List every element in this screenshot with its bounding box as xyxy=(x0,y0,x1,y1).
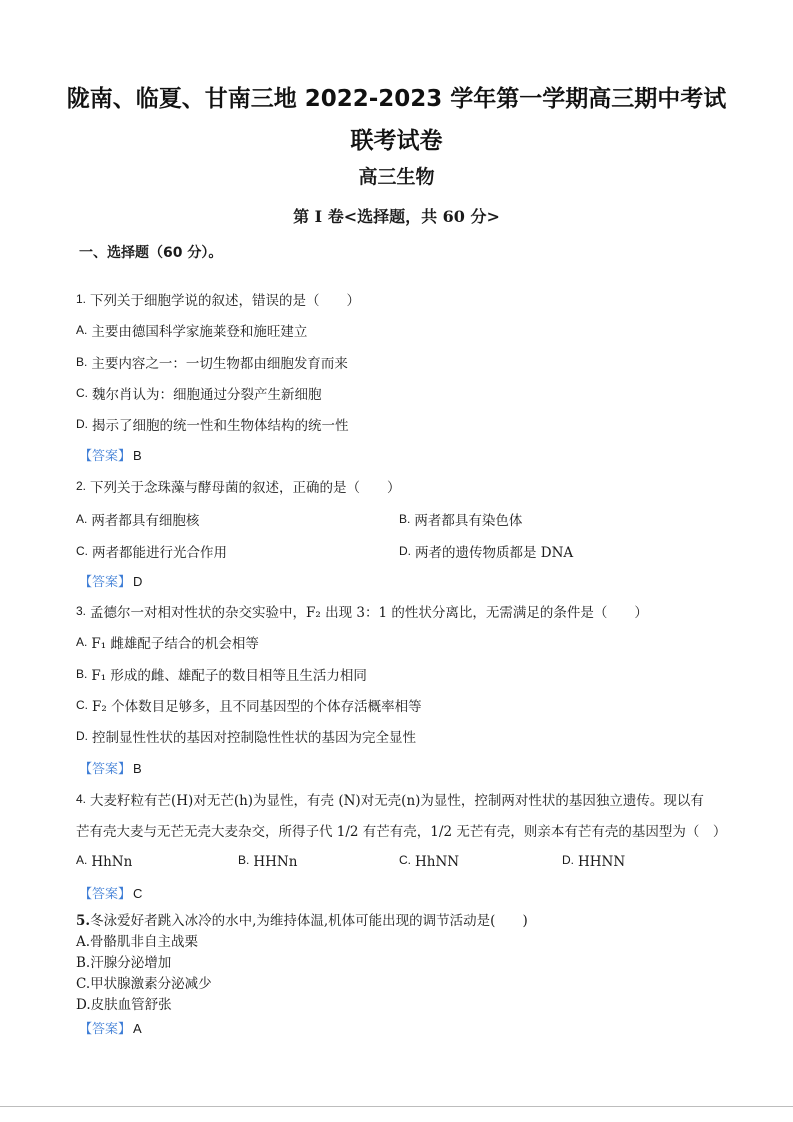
q3-option-a xyxy=(76,632,259,652)
option-text: 皮肤血管舒张 xyxy=(90,997,172,1013)
option-text: 骨骼肌非自主战栗 xyxy=(90,934,199,950)
option-text: 两者的遗传物质都是 DNA xyxy=(415,545,574,561)
question-number: 3. xyxy=(76,604,87,618)
question-text-line1: 大麦籽粒有芒(H)对无芒(h)为显性，有壳 (N)对无壳(n)为显性，控制两对性状的基因独立遗传。现以有 xyxy=(90,793,704,809)
option-label: C. xyxy=(76,698,88,712)
option-text: F₂ 个体数目足够多，且不同基因型的个体存活概率相等 xyxy=(92,699,422,715)
q1-option-c xyxy=(76,383,322,403)
question-number: 2. xyxy=(76,479,87,493)
option-text: 揭示了细胞的统一性和生物体结构的统一性 xyxy=(92,418,349,434)
q3-option-d xyxy=(76,726,416,746)
q4-option-b xyxy=(238,853,297,870)
option-label: B. xyxy=(76,355,88,369)
question-text: 孟德尔一对相对性状的杂交实验中，F₂ 出现 3：1 的性状分离比，无需满足的条件是（ ） xyxy=(90,605,648,621)
option-label: B. xyxy=(399,512,411,526)
page-bottom-divider xyxy=(0,1106,793,1107)
option-label: B. xyxy=(76,667,88,681)
option-label: A. xyxy=(76,635,88,649)
q4-option-d xyxy=(562,853,625,870)
answer-tag: 【答案】 xyxy=(79,449,132,464)
answer-value: C xyxy=(133,886,143,901)
q3-option-b xyxy=(76,664,367,684)
option-text: F₁ 形成的雌、雄配子的数目相等且生活力相同 xyxy=(91,668,367,684)
option-label: D. xyxy=(76,729,88,743)
q5-option-d xyxy=(76,993,172,1013)
option-label: D. xyxy=(76,417,88,431)
q5-option-a xyxy=(76,930,198,950)
q1-option-d xyxy=(76,414,349,434)
q5-answer xyxy=(79,1018,142,1037)
option-text: 甲状腺激素分泌减少 xyxy=(90,976,212,992)
q1-option-b xyxy=(76,352,348,372)
option-text: 魏尔肖认为：细胞通过分裂产生新细胞 xyxy=(92,387,322,403)
option-text: F₁ 雌雄配子结合的机会相等 xyxy=(91,636,259,652)
q2-answer xyxy=(79,571,142,590)
question-number: 5. xyxy=(76,913,91,929)
option-label: A. xyxy=(76,512,88,526)
option-text: 汗腺分泌增加 xyxy=(90,955,172,971)
q3-option-c xyxy=(76,695,422,715)
question-text: 下列关于细胞学说的叙述，错误的是（ ） xyxy=(90,293,361,309)
exam-title-line1: 陇南、临夏、甘南三地 2022-2023 学年第一学期高三期中考试 xyxy=(66,86,727,112)
q4-option-c xyxy=(399,853,459,870)
q2-option-c xyxy=(76,541,227,561)
answer-tag: 【答案】 xyxy=(79,575,132,590)
answer-tag: 【答案】 xyxy=(79,1022,132,1037)
q2-option-b xyxy=(399,509,522,529)
q4-answer xyxy=(79,883,142,902)
option-text: HhNn xyxy=(91,854,133,870)
q1-answer xyxy=(79,445,142,464)
question-number: 4. xyxy=(76,792,87,806)
option-text: 控制显性性状的基因对控制隐性性状的基因为完全显性 xyxy=(92,730,416,746)
question-1-stem xyxy=(76,289,360,309)
answer-value: A xyxy=(133,1021,142,1036)
q5-option-b xyxy=(76,951,171,971)
q2-option-a xyxy=(76,509,199,529)
answer-value: B xyxy=(133,448,142,463)
q4-option-a xyxy=(76,853,132,870)
q2-option-d xyxy=(399,541,573,561)
option-label: A. xyxy=(76,934,91,950)
option-label: D. xyxy=(399,544,411,558)
section-heading: 一、选择题（60 分）。 xyxy=(79,245,223,261)
option-text: 主要由德国科学家施莱登和施旺建立 xyxy=(91,324,308,340)
option-text: 两者都具有染色体 xyxy=(414,513,523,529)
exam-title-line2: 联考试卷 xyxy=(350,128,443,154)
q5-option-c xyxy=(76,972,212,992)
option-text: HhNN xyxy=(415,854,460,870)
option-text: HHNn xyxy=(253,854,298,870)
option-text: HHNN xyxy=(578,854,626,870)
q1-option-a xyxy=(76,320,307,340)
option-label: B. xyxy=(238,853,250,867)
question-4-stem-line2: 芒有壳大麦与无芒无壳大麦杂交，所得子代 1/2 有芒有壳，1/2 无芒有壳，则亲本有芒有壳的基因型为（ ） xyxy=(76,824,727,840)
question-5-stem xyxy=(76,909,528,929)
question-3-stem xyxy=(76,601,648,621)
option-label: A. xyxy=(76,323,88,337)
subject-title: 高三生物 xyxy=(358,166,435,188)
q3-answer xyxy=(79,758,142,777)
option-label: C. xyxy=(76,386,88,400)
option-label: D. xyxy=(76,997,91,1013)
option-label: C. xyxy=(399,853,411,867)
answer-value: D xyxy=(133,574,143,589)
question-4-stem xyxy=(76,789,704,809)
option-label: B. xyxy=(76,955,91,971)
option-label: C. xyxy=(76,544,88,558)
answer-value: B xyxy=(133,761,142,776)
option-text: 两者都具有细胞核 xyxy=(91,513,200,529)
question-number: 1. xyxy=(76,292,87,306)
option-label: D. xyxy=(562,853,574,867)
part-title: 第 I 卷<选择题，共 60 分> xyxy=(293,207,500,226)
answer-tag: 【答案】 xyxy=(79,887,132,902)
question-text: 冬泳爱好者跳入冰冷的水中,为维持体温,机体可能出现的调节活动是( ) xyxy=(90,913,528,929)
option-label: C. xyxy=(76,976,91,992)
question-text: 下列关于念珠藻与酵母菌的叙述，正确的是（ ） xyxy=(90,480,401,496)
question-2-stem xyxy=(76,476,401,496)
option-label: A. xyxy=(76,853,88,867)
answer-tag: 【答案】 xyxy=(79,762,132,777)
option-text: 两者都能进行光合作用 xyxy=(92,545,227,561)
option-text: 主要内容之一：一切生物都由细胞发育而来 xyxy=(91,356,348,372)
